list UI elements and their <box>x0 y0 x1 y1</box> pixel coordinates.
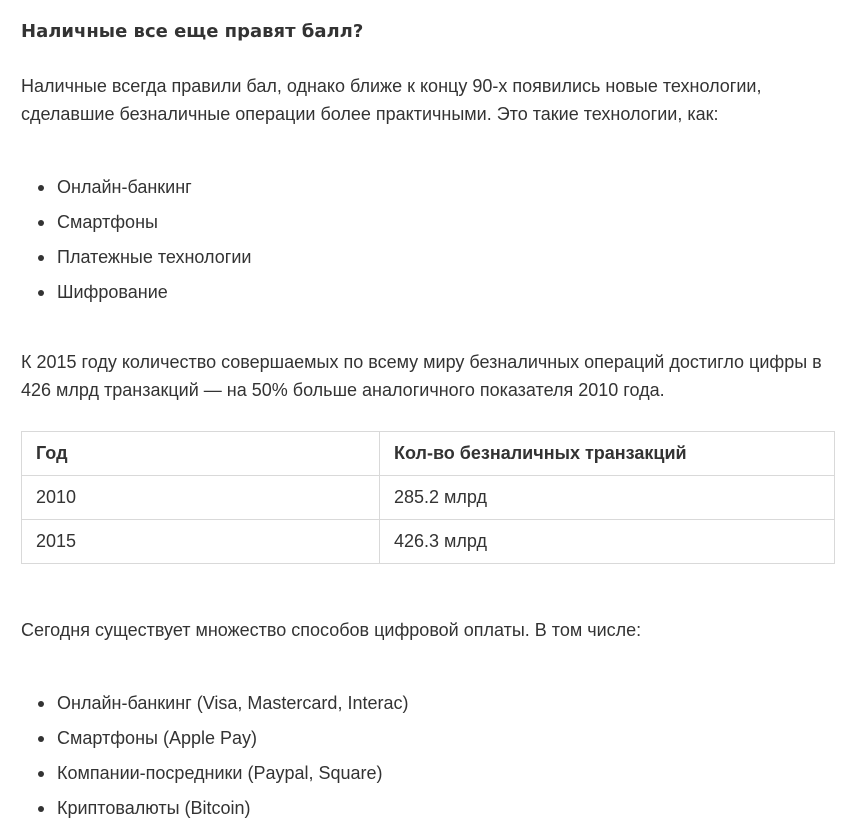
bullet-icon <box>38 806 44 812</box>
bullet-icon <box>38 185 44 191</box>
bullet-icon <box>38 701 44 707</box>
stats-line: 426 млрд транзакций — на 50% больше аналогичного показателя 2010 года. <box>21 380 665 400</box>
table-cell-year: 2015 <box>22 520 380 564</box>
list-item: Платежные технологии <box>21 244 251 279</box>
bullet-icon <box>38 771 44 777</box>
table-row <box>22 520 835 564</box>
list-item: Смартфоны (Apple Pay) <box>21 725 408 760</box>
list-item: Онлайн-банкинг <box>21 174 251 209</box>
table-row <box>22 476 835 520</box>
column-header-year: Год <box>22 432 380 476</box>
stats-line: К 2015 году количество совершаемых по всему миру безналичных операций достигло цифры в <box>21 352 822 372</box>
bullet-icon <box>38 255 44 261</box>
bullet-icon <box>38 736 44 742</box>
intro-line: сделавшие безналичные операции более практичными. Это такие технологии, как: <box>21 104 719 124</box>
column-header-count: Кол-во безналичных транзакций <box>380 432 835 476</box>
list-item: Шифрование <box>21 279 251 314</box>
methods-intro-line: Сегодня существует множество способов цифровой оплаты. В том числе: <box>21 620 642 640</box>
article-heading: Наличные все еще правят балл? <box>21 21 364 42</box>
technologies-list <box>21 174 251 314</box>
methods-intro-paragraph <box>21 616 835 644</box>
table-cell-year: 2010 <box>22 476 380 520</box>
transactions-table-wrapper <box>21 431 835 564</box>
stats-paragraph <box>21 348 835 404</box>
table-cell-count: 285.2 млрд <box>380 476 835 520</box>
list-item: Компании-посредники (Paypal, Square) <box>21 760 408 795</box>
bullet-icon <box>38 220 44 226</box>
table-cell-count: 426.3 млрд <box>380 520 835 564</box>
intro-paragraph <box>21 72 835 128</box>
transactions-table <box>21 431 835 564</box>
table-header-row <box>22 432 835 476</box>
list-item: Смартфоны <box>21 209 251 244</box>
list-item: Онлайн-банкинг (Visa, Mastercard, Interac) <box>21 690 408 725</box>
bullet-icon <box>38 290 44 296</box>
payment-methods-list <box>21 690 408 830</box>
list-item: Криптовалюты (Bitcoin) <box>21 795 408 830</box>
intro-line: Наличные всегда правили бал, однако ближе к концу 90-х появились новые технологии, <box>21 76 762 96</box>
